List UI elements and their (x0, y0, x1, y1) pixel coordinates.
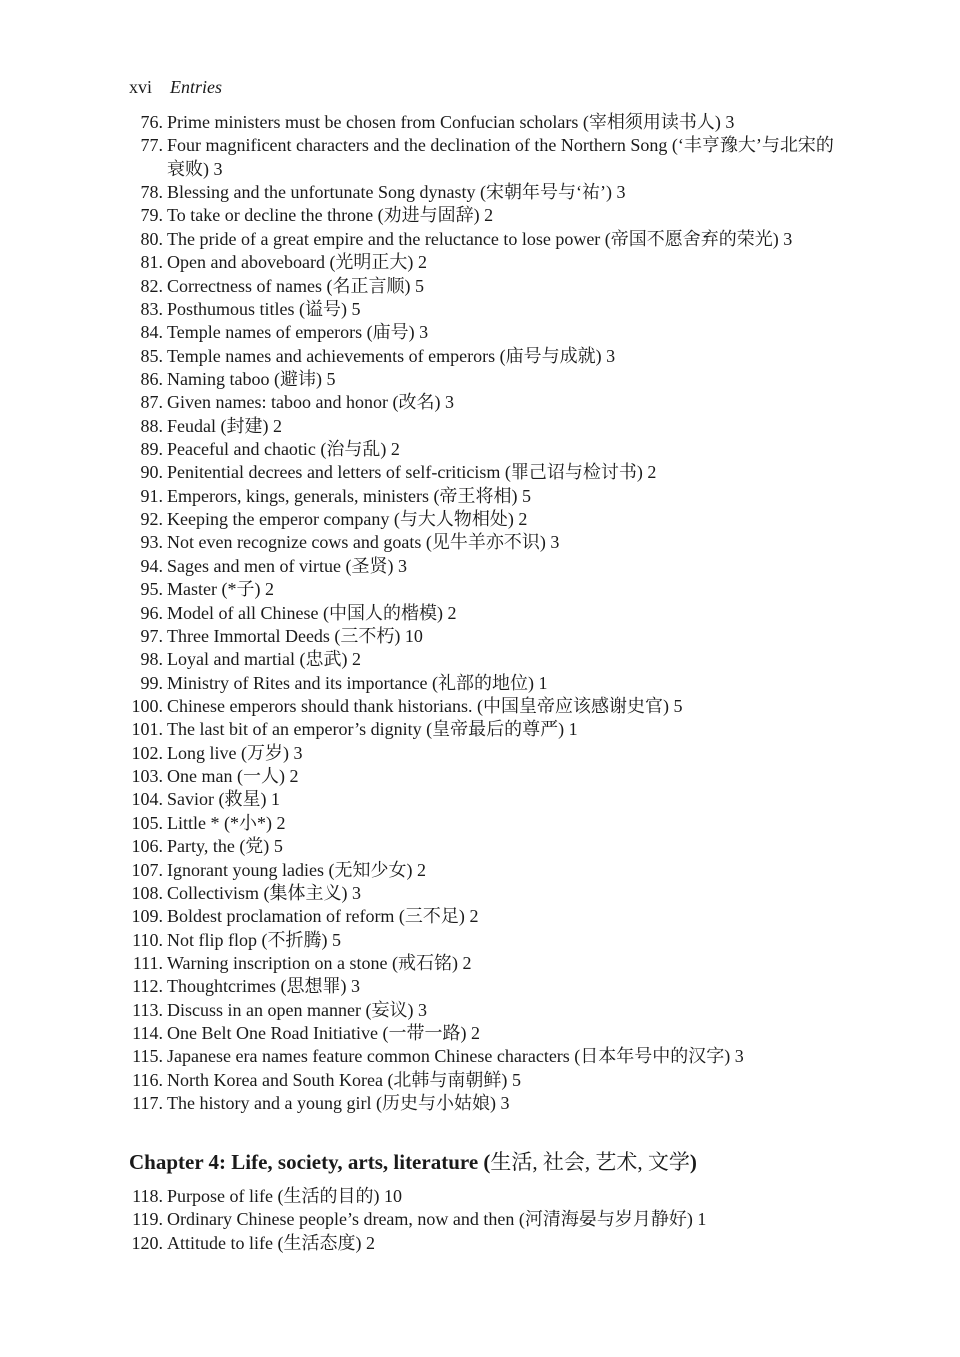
entry-count: 2 (390, 439, 400, 460)
entry-count: 2 (462, 952, 472, 973)
entry-81 (0, 251, 960, 274)
entry-number: 120. (131, 1232, 163, 1253)
entry-title: Boldest proclamation of reform (三不足) (167, 906, 465, 927)
chapter-title-close-paren: ) (689, 1150, 697, 1174)
chapter-4-heading (129, 1148, 697, 1176)
entry-title: The pride of a great empire and the reluctance to lose power (帝国不愿舍弃的荣光) (167, 228, 779, 249)
entry-100 (0, 695, 960, 718)
entry-title: Little * (*小*) (167, 812, 272, 833)
entry-count: 5 (673, 695, 683, 716)
entry-102 (0, 742, 960, 765)
entry-number: 84. (140, 322, 163, 343)
entry-count: 5 (273, 836, 283, 857)
entry-count: 3 (213, 158, 223, 179)
entry-count: 1 (697, 1209, 707, 1230)
entry-count: 2 (469, 906, 479, 927)
entry-99 (0, 672, 960, 695)
entry-title: Four magnificent characters and the declination of the Northern Song (‘丰亨豫大’与北宋的衰败) (167, 135, 834, 179)
entry-number: 106. (131, 836, 163, 857)
entry-title: Open and aboveboard (光明正大) (167, 252, 414, 273)
entry-count: 5 (511, 1069, 521, 1090)
entry-number: 88. (140, 415, 163, 436)
entry-title: Model of all Chinese (中国人的楷模) (167, 602, 443, 623)
entry-title: Peaceful and chaotic (治与乱) (167, 439, 387, 460)
entry-number: 119. (132, 1209, 163, 1230)
entry-number: 97. (140, 625, 163, 646)
entry-number: 92. (140, 509, 163, 530)
entry-title: Purpose of life (生活的目的) (167, 1186, 380, 1206)
entry-76 (0, 111, 960, 134)
entry-number: 78. (140, 182, 163, 203)
entry-92 (0, 508, 960, 531)
entry-95 (0, 578, 960, 601)
entry-number: 107. (131, 859, 163, 880)
entry-96 (0, 602, 960, 625)
entry-79 (0, 204, 960, 227)
entry-85 (0, 345, 960, 368)
entry-title: Prime ministers must be chosen from Confucian scholars (宰相须用读书人) (167, 112, 721, 132)
entry-count: 5 (521, 485, 531, 506)
entry-number: 93. (140, 532, 163, 553)
entry-77 (0, 134, 960, 181)
entry-count: 3 (419, 322, 429, 343)
entry-number: 83. (140, 298, 163, 319)
entry-114 (0, 1022, 960, 1045)
entry-number: 112. (132, 976, 163, 997)
entry-number: 108. (131, 882, 163, 903)
chapter-title-english: Chapter 4: Life, society, arts, literature ( (129, 1150, 491, 1174)
entry-80 (0, 228, 960, 251)
entry-count: 3 (397, 555, 407, 576)
entry-number: 77. (140, 135, 163, 156)
entry-count: 3 (350, 976, 360, 997)
entry-119 (0, 1208, 960, 1231)
entry-number: 101. (131, 719, 163, 740)
entry-title: Ignorant young ladies (无知少女) (167, 859, 413, 880)
entry-82 (0, 275, 960, 298)
entry-103 (0, 765, 960, 788)
entry-title: Three Immortal Deeds (三不朽) (167, 625, 401, 646)
entry-88 (0, 415, 960, 438)
chapter-title-chinese: 生活, 社会, 艺术, 文学 (490, 1150, 690, 1174)
entry-count: 2 (276, 812, 286, 833)
entry-111 (0, 952, 960, 975)
entry-number: 99. (140, 672, 163, 693)
entry-101 (0, 718, 960, 741)
entry-count: 3 (293, 742, 303, 763)
entry-title: Ordinary Chinese people’s dream, now and then (河清海晏与岁月静好) (167, 1209, 693, 1230)
entry-title: Temple names of emperors (庙号) (167, 322, 415, 343)
entry-title: Blessing and the unfortunate Song dynasty (宋朝年号与‘祐’) (167, 182, 612, 203)
entry-98 (0, 648, 960, 671)
entry-83 (0, 298, 960, 321)
entry-number: 111. (132, 952, 163, 973)
entry-number: 86. (140, 368, 163, 389)
entry-title: Attitude to life (生活态度) (167, 1232, 362, 1253)
entry-113 (0, 999, 960, 1022)
entry-number: 95. (140, 579, 163, 600)
entry-number: 79. (140, 205, 163, 226)
entry-84 (0, 321, 960, 344)
entry-number: 110. (132, 929, 163, 950)
entry-number: 91. (140, 485, 163, 506)
entry-count: 2 (289, 766, 299, 787)
entry-title: North Korea and South Korea (北韩与南朝鲜) (167, 1069, 508, 1090)
entry-count: 3 (616, 182, 626, 203)
entry-count: 5 (351, 298, 361, 319)
entry-count: 1 (568, 719, 578, 740)
entry-90 (0, 461, 960, 484)
entry-count: 3 (351, 882, 361, 903)
entry-93 (0, 531, 960, 554)
entry-107 (0, 859, 960, 882)
page-number: xvi (129, 77, 153, 97)
entry-94 (0, 555, 960, 578)
entry-number: 103. (131, 766, 163, 787)
entry-count: 3 (783, 228, 793, 249)
running-head (129, 76, 222, 98)
entry-118 (0, 1185, 960, 1208)
entry-number: 89. (140, 439, 163, 460)
entry-number: 85. (140, 345, 163, 366)
entry-title: Collectivism (集体主义) (167, 882, 348, 903)
entry-number: 118. (132, 1186, 163, 1206)
entry-91 (0, 485, 960, 508)
entry-count: 2 (470, 1023, 480, 1044)
entry-112 (0, 975, 960, 998)
entry-count: 3 (444, 392, 454, 413)
entry-number: 105. (131, 812, 163, 833)
entry-count: 5 (326, 368, 336, 389)
entry-number: 80. (140, 228, 163, 249)
entry-title: Keeping the emperor company (与大人物相处) (167, 509, 514, 530)
entry-86 (0, 368, 960, 391)
entry-title: Party, the (党) (167, 836, 270, 857)
entry-89 (0, 438, 960, 461)
entry-title: Given names: taboo and honor (改名) (167, 392, 441, 413)
entry-title: Ministry of Rites and its importance (礼部的地位) (167, 672, 534, 693)
entry-count: 1 (538, 672, 548, 693)
entry-number: 117. (132, 1093, 163, 1114)
entry-number: 109. (131, 906, 163, 927)
entry-title: Discuss in an open manner (妄议) (167, 999, 414, 1020)
entry-count: 3 (734, 1046, 744, 1067)
entry-title: Emperors, kings, generals, ministers (帝王将相) (167, 485, 518, 506)
entry-title: To take or decline the throne (劝进与固辞) (167, 205, 480, 226)
entry-105 (0, 812, 960, 835)
entry-120 (0, 1232, 960, 1255)
entry-title: Feudal (封建) (167, 415, 269, 436)
entry-title: Master (*子) (167, 579, 261, 600)
entry-title: Not even recognize cows and goats (见牛羊亦不识) (167, 532, 546, 553)
entry-number: 100. (131, 695, 163, 716)
entry-title: Thoughtcrimes (思想罪) (167, 976, 347, 997)
entry-title: Not flip flop (不折腾) (167, 929, 328, 950)
entry-number: 82. (140, 275, 163, 296)
entry-title: Chinese emperors should thank historians. (中国皇帝应该感谢史官) (167, 695, 669, 716)
entry-number: 113. (132, 999, 163, 1020)
entry-115 (0, 1045, 960, 1068)
entry-list-chapter-3 (0, 111, 960, 1115)
entry-title: Posthumous titles (谥号) (167, 298, 348, 319)
entry-number: 98. (140, 649, 163, 670)
entry-count: 2 (518, 509, 528, 530)
entry-list-chapter-4 (0, 1185, 960, 1255)
entry-title: Naming taboo (避讳) (167, 368, 322, 389)
entry-title: The history and a young girl (历史与小姑娘) (167, 1093, 496, 1114)
entry-title: One Belt One Road Initiative (一带一路) (167, 1023, 467, 1044)
entry-count: 10 (404, 625, 423, 646)
entry-117 (0, 1092, 960, 1115)
entry-title: Temple names and achievements of emperors (庙号与成就) (167, 345, 602, 366)
entry-106 (0, 835, 960, 858)
entry-number: 81. (140, 252, 163, 273)
entry-number: 76. (140, 112, 163, 132)
entry-108 (0, 882, 960, 905)
entry-count: 2 (484, 205, 494, 226)
entry-title: Correctness of names (名正言顺) (167, 275, 411, 296)
entry-count: 2 (416, 859, 426, 880)
entry-count: 2 (272, 415, 282, 436)
entry-title: One man (一人) (167, 766, 285, 787)
entry-count: 2 (365, 1232, 375, 1253)
entry-count: 3 (606, 345, 616, 366)
entry-count: 3 (417, 999, 427, 1020)
entry-count: 3 (550, 532, 560, 553)
section-title: Entries (170, 77, 223, 97)
entry-count: 2 (351, 649, 361, 670)
entry-title: Japanese era names feature common Chinese characters (日本年号中的汉字) (167, 1046, 731, 1067)
entry-count: 2 (447, 602, 457, 623)
entry-87 (0, 391, 960, 414)
entry-count: 5 (414, 275, 424, 296)
entry-number: 87. (140, 392, 163, 413)
entry-title: Penitential decrees and letters of self-criticism (罪己诏与检讨书) (167, 462, 643, 483)
entry-number: 102. (131, 742, 163, 763)
entry-97 (0, 625, 960, 648)
entry-number: 104. (131, 789, 163, 810)
entry-title: Sages and men of virtue (圣贤) (167, 555, 394, 576)
entry-title: Warning inscription on a stone (戒石铭) (167, 952, 458, 973)
entry-number: 94. (140, 555, 163, 576)
entry-number: 96. (140, 602, 163, 623)
entry-title: Loyal and martial (忠武) (167, 649, 348, 670)
entry-110 (0, 929, 960, 952)
entry-number: 114. (132, 1023, 163, 1044)
entry-116 (0, 1069, 960, 1092)
entry-number: 90. (140, 462, 163, 483)
entry-109 (0, 905, 960, 928)
entry-count: 2 (417, 252, 427, 273)
entry-104 (0, 788, 960, 811)
entry-78 (0, 181, 960, 204)
entry-count: 2 (647, 462, 657, 483)
entry-number: 115. (132, 1046, 163, 1067)
entry-count: 2 (264, 579, 274, 600)
entry-title: Long live (万岁) (167, 742, 289, 763)
entry-number: 116. (132, 1069, 163, 1090)
entry-count: 3 (725, 112, 735, 132)
entry-count: 10 (383, 1186, 402, 1206)
entry-title: The last bit of an emperor’s dignity (皇帝最后的尊严) (167, 719, 565, 740)
entry-title: Savior (救星) (167, 789, 267, 810)
entry-count: 5 (331, 929, 341, 950)
entry-count: 1 (270, 789, 280, 810)
entry-count: 3 (500, 1093, 510, 1114)
